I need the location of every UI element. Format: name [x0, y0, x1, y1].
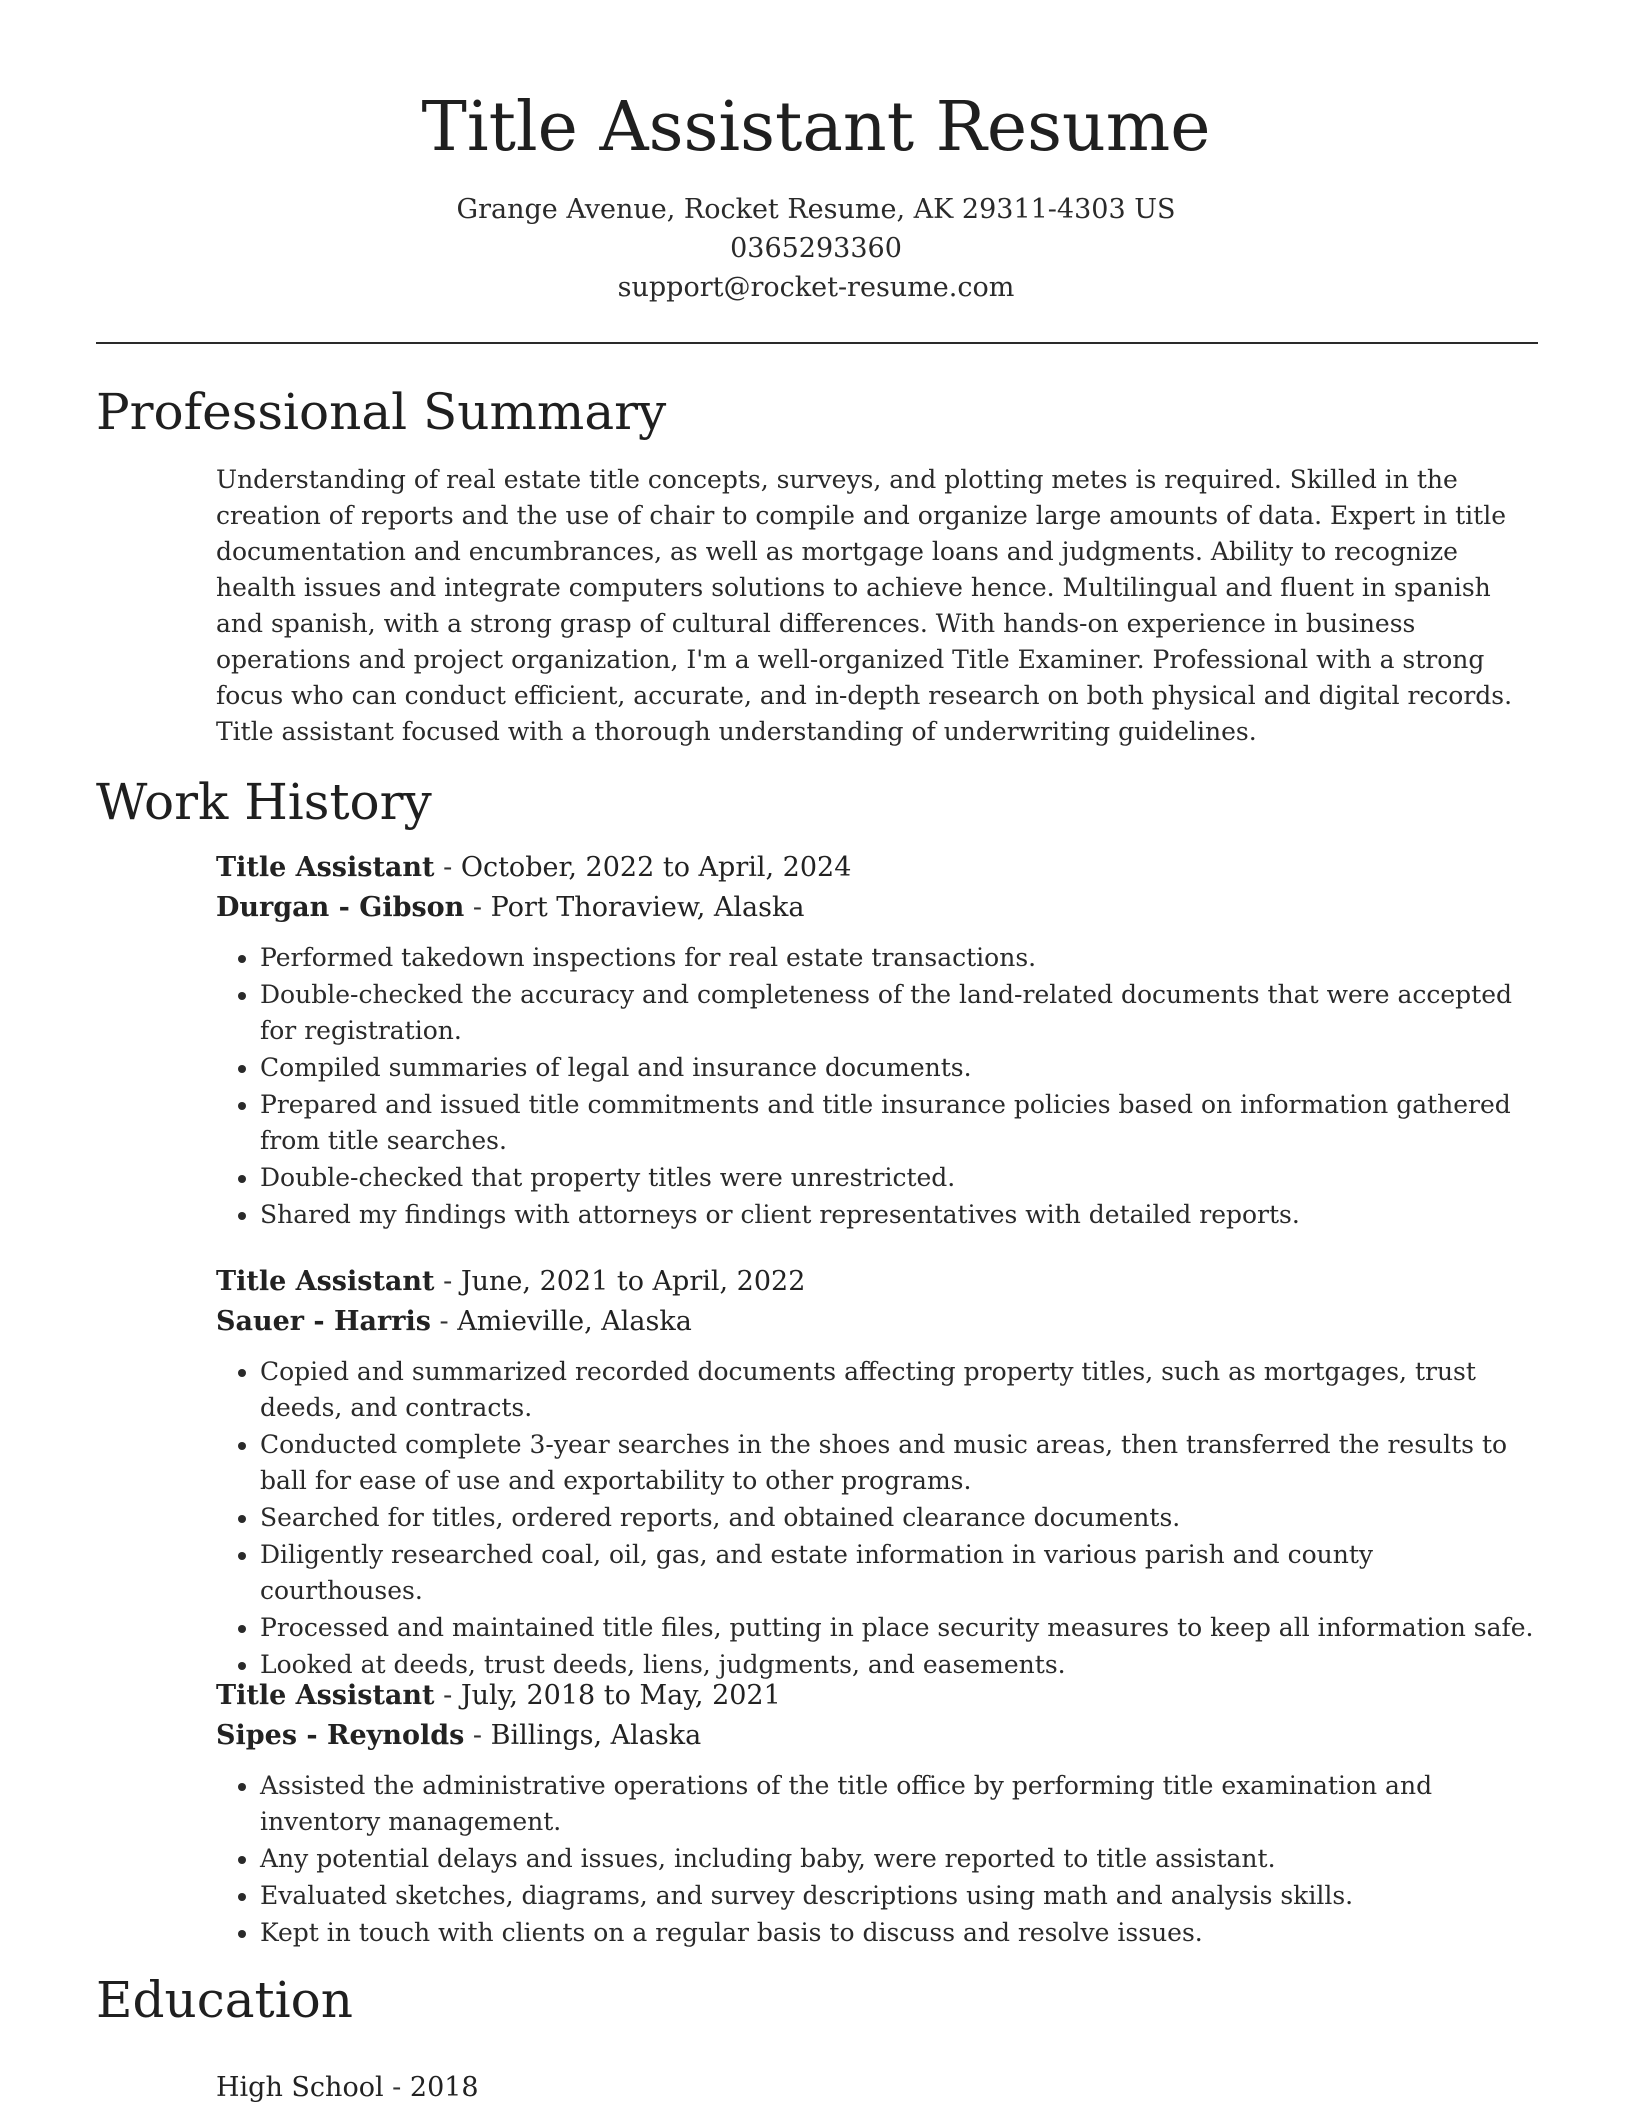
job-entry — [216, 1676, 1538, 1952]
job-company-line — [216, 1302, 1538, 1342]
job-bullet: • Kept in touch with clients on a regular basis to discuss and resolve issues. — [260, 1915, 1538, 1951]
job-company-line — [216, 1716, 1538, 1756]
job-company: Sipes - Reynolds — [216, 1720, 465, 1751]
contact-email: support@rocket-resume.com — [617, 272, 1015, 303]
job-bullet-list — [216, 940, 1538, 1233]
job-title-line — [216, 1676, 1538, 1716]
job-separator: - — [434, 1266, 461, 1297]
job-title-line — [216, 848, 1538, 888]
job-bullet: • Performed takedown inspections for real estate transactions. — [260, 940, 1538, 976]
job-bullet: • Double-checked that property titles were unrestricted. — [260, 1160, 1538, 1196]
summary-text: Understanding of real estate title concepts, surveys, and plotting metes is required. Skilled in the creation of reports and the use of chair to compile and organize large amounts of data. Expert in title documentation and encumbrances, as well as mortgage loans and judgments. Ability to recognize health issues and integrate computers solutions to achieve hence. Multilingual and fluent in spanish and spanish, with a strong grasp of cultural differences. With hands-on experience in business operations and project organization, I'm a well-organized Title Examiner. Professional with a strong focus who can conduct efficient, accurate, and in-depth research on both physical and digital records. Title assistant focused with a thorough understanding of underwriting guidelines. — [216, 465, 1513, 746]
resume-title: Title Assistant Resume — [421, 88, 1211, 167]
job-location: Port Thoraview, Alaska — [490, 892, 805, 923]
education-heading: Education — [96, 1971, 353, 2029]
education-entry — [216, 2068, 479, 2108]
job-bullet: • Searched for titles, ordered reports, and obtained clearance documents. — [260, 1500, 1538, 1536]
education-separator: - — [383, 2072, 410, 2103]
job-bullet: • Assisted the administrative operations of the title office by performing title examination and inventory management. — [260, 1768, 1538, 1840]
job-location: Amieville, Alaska — [457, 1306, 692, 1337]
job-dates: June, 2021 to April, 2022 — [460, 1266, 806, 1297]
job-company-line — [216, 888, 1538, 928]
job-bullet: • Compiled summaries of legal and insurance documents. — [260, 1050, 1538, 1086]
job-entry — [216, 848, 1538, 1234]
job-title: Title Assistant — [216, 852, 435, 883]
job-title: Title Assistant — [216, 1266, 435, 1297]
job-separator: - — [434, 1680, 461, 1711]
header-divider — [96, 342, 1538, 344]
job-location: Billings, Alaska — [490, 1720, 702, 1751]
job-bullet: • Copied and summarized recorded documents affecting property titles, such as mortgages, trust deeds, and contracts. — [260, 1354, 1538, 1426]
job-bullet: • Looked at deeds, trust deeds, liens, judgments, and easements. — [260, 1647, 1538, 1683]
job-company: Sauer - Harris — [216, 1306, 431, 1337]
job-dates: October, 2022 to April, 2024 — [460, 852, 852, 883]
job-entry — [216, 1262, 1538, 1684]
job-separator: - — [430, 1306, 458, 1337]
job-title-line — [216, 1262, 1538, 1302]
job-dates: July, 2018 to May, 2021 — [460, 1680, 781, 1711]
job-bullet: • Diligently researched coal, oil, gas, and estate information in various parish and county courthouses. — [260, 1537, 1538, 1609]
contact-address: Grange Avenue, Rocket Resume, AK 29311-4303 US — [456, 194, 1176, 225]
job-separator: - — [464, 1720, 491, 1751]
job-bullet: • Shared my findings with attorneys or client representatives with detailed reports. — [260, 1197, 1538, 1233]
job-company: Durgan - Gibson — [216, 892, 465, 923]
job-bullet: • Double-checked the accuracy and completeness of the land-related documents that were accepted for registration. — [260, 977, 1538, 1049]
contact-block — [0, 190, 1632, 307]
job-bullet-list — [216, 1768, 1538, 1951]
education-year: 2018 — [409, 2072, 479, 2103]
job-separator: - — [434, 852, 461, 883]
job-title: Title Assistant — [216, 1680, 435, 1711]
contact-phone: 0365293360 — [730, 233, 902, 264]
job-bullet: • Evaluated sketches, diagrams, and survey descriptions using math and analysis skills. — [260, 1878, 1538, 1914]
work-history-heading: Work History — [96, 773, 432, 831]
education-degree: High School — [216, 2072, 384, 2103]
job-bullet: • Prepared and issued title commitments and title insurance policies based on information gathered from title searches. — [260, 1087, 1538, 1159]
job-bullet: • Conducted complete 3-year searches in the shoes and music areas, then transferred the results to ball for ease of use and exportability to other programs. — [260, 1427, 1538, 1499]
job-bullet: • Any potential delays and issues, including baby, were reported to title assistant. — [260, 1841, 1538, 1877]
job-bullet-list — [216, 1354, 1538, 1683]
job-separator: - — [464, 892, 491, 923]
job-bullet: • Processed and maintained title files, putting in place security measures to keep all information safe. — [260, 1610, 1538, 1646]
summary-heading: Professional Summary — [96, 383, 667, 441]
